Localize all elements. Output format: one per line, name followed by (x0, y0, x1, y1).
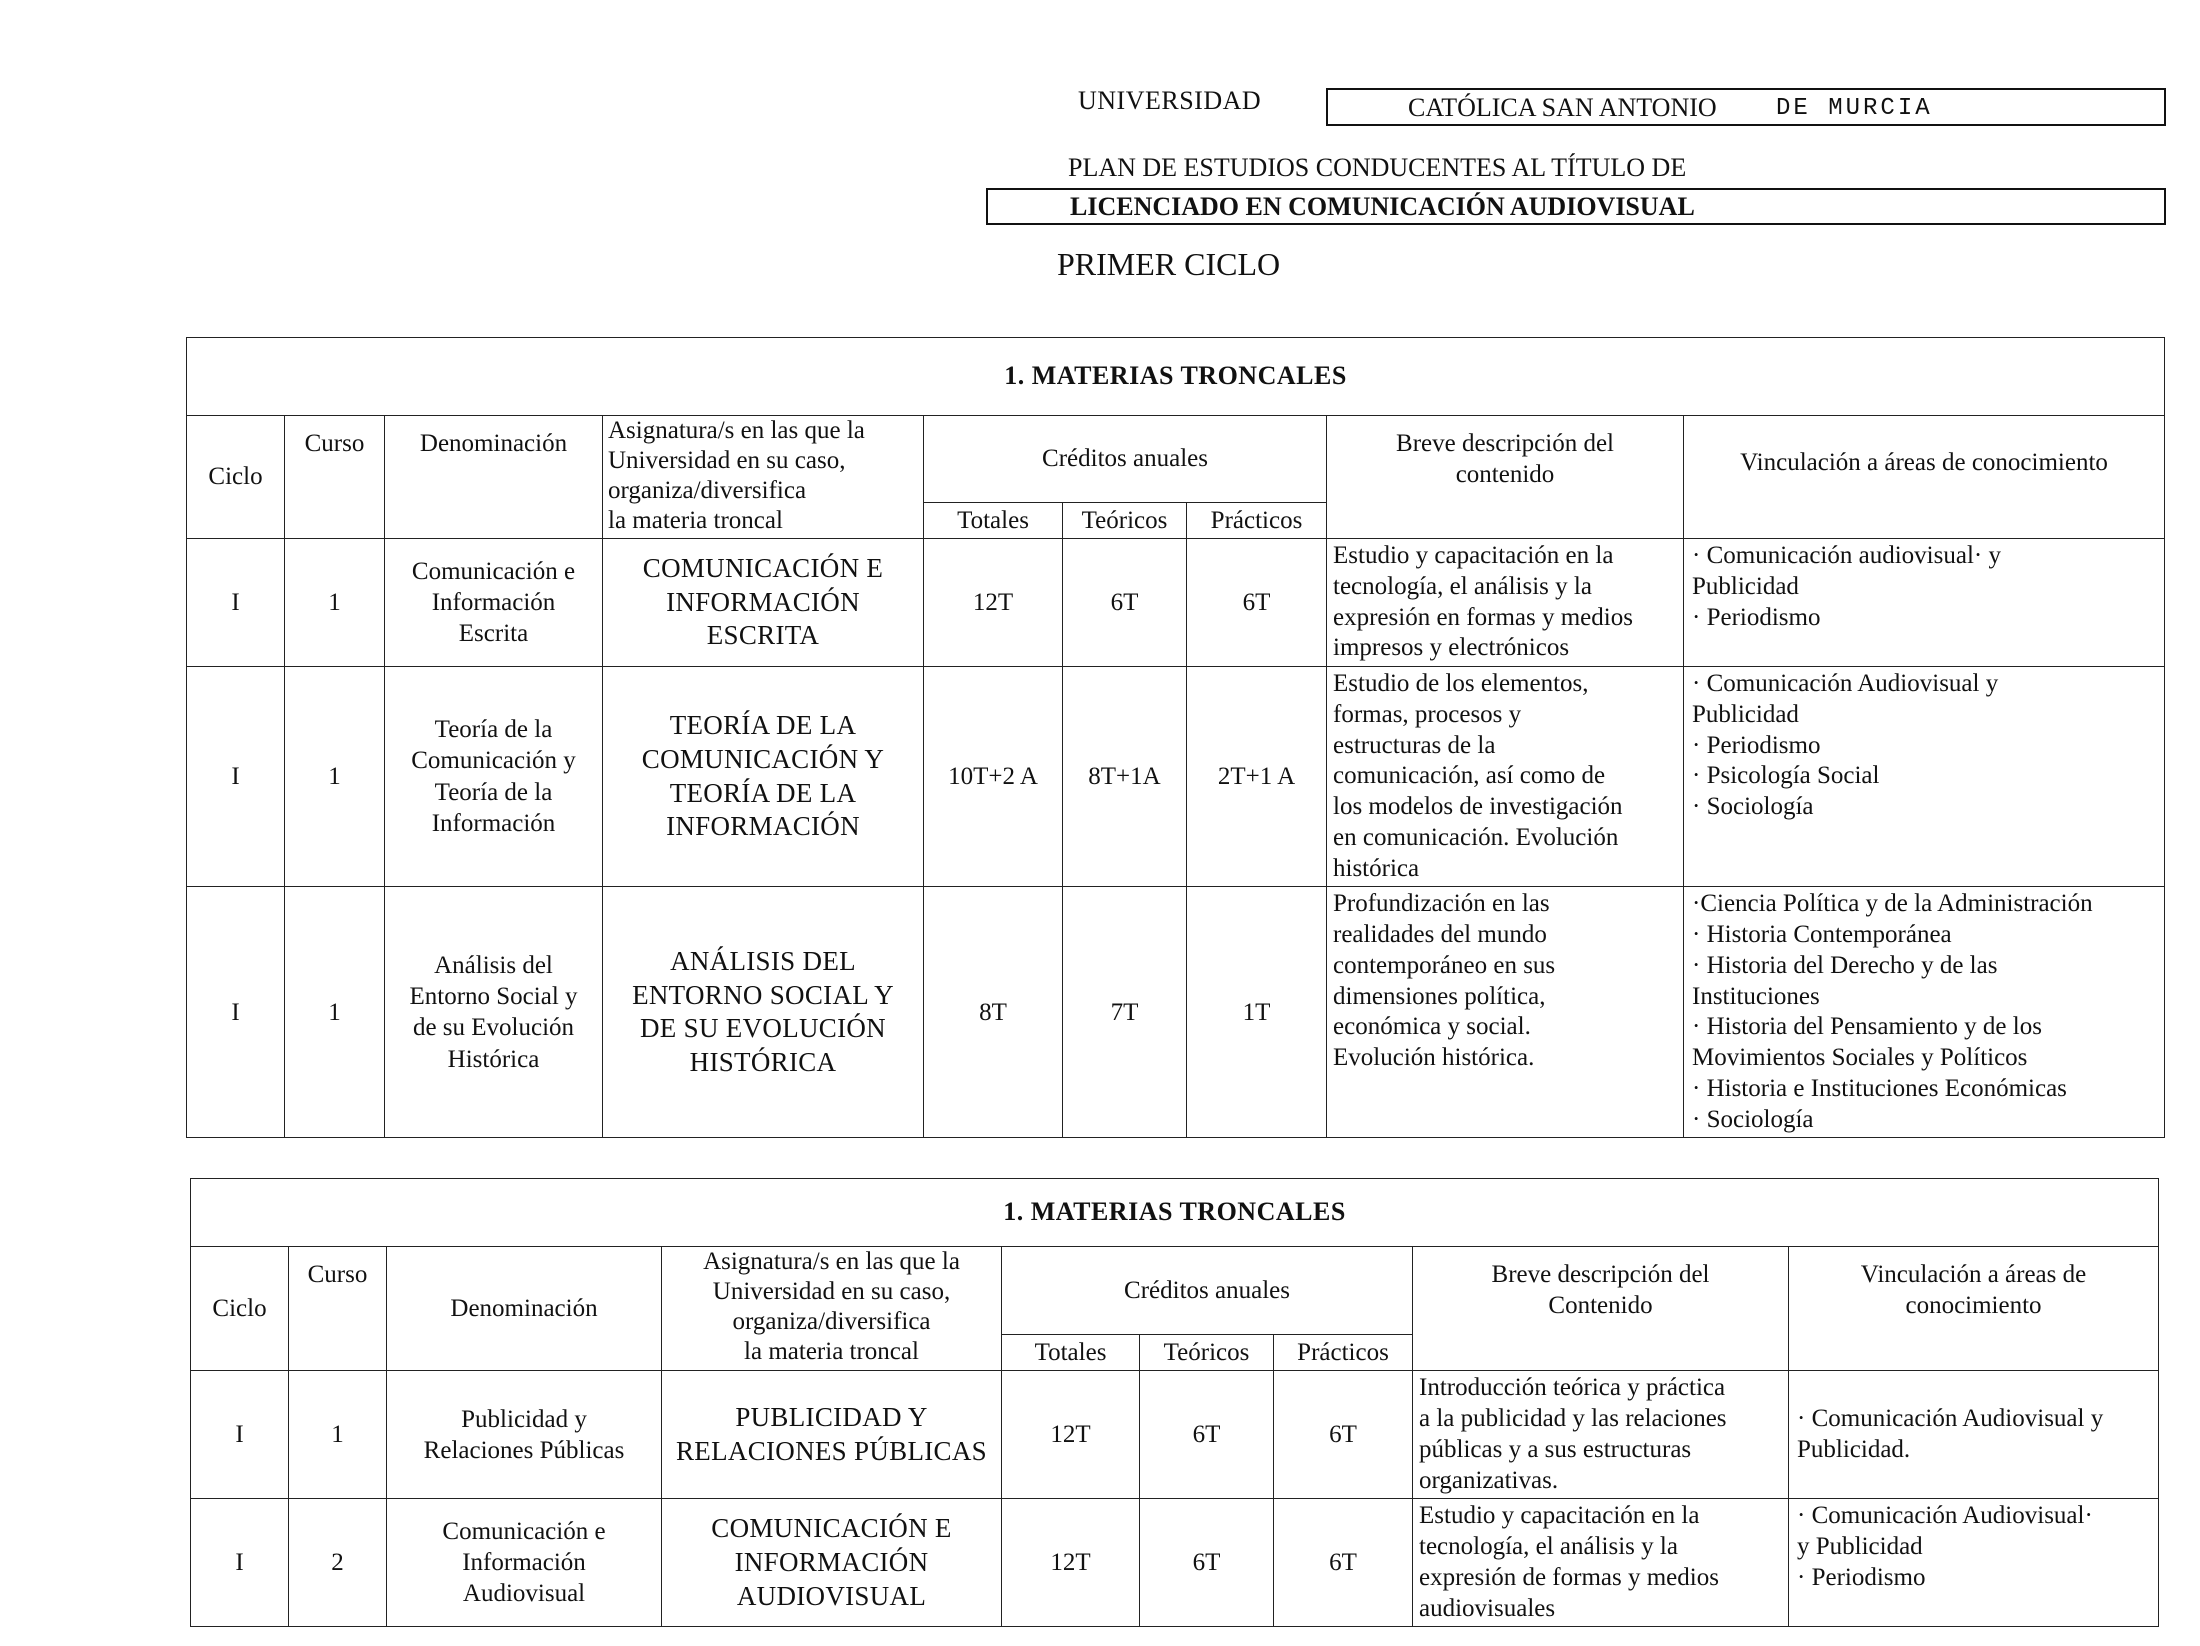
denominacion-line: Histórica (447, 1045, 540, 1073)
asignatura-line: ENTORNO SOCIAL Y (632, 979, 894, 1010)
materias-table-2 (190, 1178, 2159, 1627)
vinculacion-line: · Comunicación Audiovisual y (1692, 670, 1999, 697)
universidad-box (1326, 88, 2166, 126)
header-asignatura-line: Universidad en su caso, (712, 1278, 951, 1305)
cell-denominacion (387, 1499, 662, 1627)
header-curso: Curso (289, 1247, 387, 1371)
descripcion-line: realidades del mundo (1333, 921, 1547, 948)
cell-teoricos: 6T (1140, 1371, 1274, 1499)
cell-curso: 2 (289, 1499, 387, 1627)
vinculacion-line: · Psicología Social (1692, 762, 1880, 790)
denominacion-line: Audiovisual (462, 1580, 586, 1608)
asignatura-line: INFORMACIÓN (666, 811, 860, 842)
cell-vinculacion (1684, 887, 2165, 1138)
descripcion-line: contemporáneo en sus (1333, 951, 1556, 979)
descripcion-line: los modelos de investigación (1333, 793, 1623, 820)
denominacion-line: Escrita (458, 620, 529, 648)
asignatura-line: PUBLICIDAD Y (735, 1402, 928, 1432)
cell-totales: 12T (1002, 1499, 1140, 1627)
denominacion-line: Información (462, 1549, 586, 1577)
vinculacion-line: Publicidad (1692, 700, 1799, 728)
cell-asignatura (603, 539, 924, 667)
cell-ciclo: I (187, 667, 285, 887)
asignatura-line: ANÁLISIS DEL (670, 945, 856, 976)
descripcion-line: organizativas. (1419, 1466, 1559, 1494)
descripcion-line: tecnología, el análisis y la (1333, 572, 1592, 600)
ciclo-heading: PRIMER CICLO (1057, 246, 1281, 282)
descripcion-line: impresos y electrónicos (1333, 634, 1570, 662)
vinculacion-line: · Historia del Pensamiento y de los (1692, 1013, 2042, 1041)
cell-descripcion (1327, 887, 1684, 1138)
descripcion-line: públicas y a sus estructuras (1419, 1435, 1692, 1463)
cell-ciclo: I (187, 887, 285, 1138)
vinculacion-line: Publicidad. (1797, 1435, 1911, 1463)
cell-practicos: 2T+1 A (1187, 667, 1327, 887)
cell-asignatura (603, 887, 924, 1138)
vinculacion-line: · Comunicación Audiovisual· (1797, 1502, 2093, 1530)
header-asignatura-line: organiza/diversifica (732, 1308, 931, 1335)
asignatura-line: COMUNICACIÓN E (711, 1513, 952, 1544)
asignatura-line: AUDIOVISUAL (736, 1580, 927, 1611)
vinculacion-line: · Historia Contemporánea (1692, 921, 1952, 948)
header-descripcion (1413, 1247, 1789, 1371)
denominacion-line: de su Evolución (412, 1014, 575, 1042)
cell-descripcion (1413, 1499, 1789, 1627)
cell-totales: 10T+2 A (924, 667, 1063, 887)
denominacion-line: Teoría de la (434, 716, 553, 744)
header-asignatura-line: Universidad en su caso, (608, 447, 846, 474)
universidad-city: DE MURCIA (1776, 95, 1933, 122)
cell-teoricos: 7T (1063, 887, 1187, 1138)
table-title: 1. MATERIAS TRONCALES (191, 1179, 2159, 1247)
descripcion-line: comunicación, así como de (1333, 762, 1606, 790)
table-row (191, 1371, 2159, 1499)
header-practicos: Prácticos (1274, 1335, 1413, 1371)
cell-asignatura (662, 1499, 1002, 1627)
vinculacion-line: · Historia del Derecho y de las (1692, 951, 1998, 979)
header-descripcion-line: Breve descripción del (1491, 1261, 1710, 1288)
denominacion-line: Análisis del (434, 951, 553, 979)
cell-descripcion (1413, 1371, 1789, 1499)
asignatura-line: HISTÓRICA (689, 1047, 837, 1077)
header-teoricos: Teóricos (1140, 1335, 1274, 1371)
descripcion-line: estructuras de la (1333, 731, 1496, 759)
cell-curso: 1 (285, 887, 385, 1138)
descripcion-line: en comunicación. Evolución (1333, 823, 1619, 851)
denominacion-line: Publicidad y (461, 1405, 587, 1433)
header-asignatura (603, 416, 924, 539)
cell-vinculacion (1684, 539, 2165, 667)
denominacion-line: Relaciones Públicas (423, 1436, 625, 1464)
cell-vinculacion (1789, 1499, 2159, 1627)
header-denominacion: Denominación (385, 416, 603, 539)
header-ciclo: Ciclo (191, 1247, 289, 1371)
cell-denominacion (385, 667, 603, 887)
vinculacion-line: Publicidad (1692, 572, 1799, 600)
header-vinculacion-line: Vinculación a áreas de (1860, 1261, 2087, 1288)
cell-asignatura (662, 1371, 1002, 1499)
header-asignatura-line: Asignatura/s en las que la (608, 417, 865, 444)
header-denominacion: Denominación (387, 1247, 662, 1371)
descripcion-line: expresión de formas y medios (1419, 1563, 1719, 1591)
header-asignatura-line: Asignatura/s en las que la (703, 1248, 960, 1275)
header-vinculacion-line: conocimiento (1905, 1292, 2042, 1320)
header-creditos: Créditos anuales (1002, 1247, 1413, 1335)
vinculacion-line: · Sociología (1692, 793, 1814, 820)
cell-teoricos: 6T (1140, 1499, 1274, 1627)
denominacion-line: Comunicación e (411, 557, 576, 585)
descripcion-line: Estudio de los elementos, (1333, 670, 1589, 697)
cell-curso: 1 (285, 539, 385, 667)
universidad-label: UNIVERSIDAD (1078, 86, 1262, 115)
table-row (187, 539, 2165, 667)
cell-ciclo: I (187, 539, 285, 667)
table-title: 1. MATERIAS TRONCALES (187, 338, 2165, 416)
header-asignatura (662, 1247, 1002, 1371)
cell-practicos: 6T (1187, 539, 1327, 667)
asignatura-line: COMUNICACIÓN Y (641, 743, 885, 774)
cell-practicos: 6T (1274, 1371, 1413, 1499)
cell-ciclo: I (191, 1371, 289, 1499)
descripcion-line: formas, procesos y (1333, 700, 1522, 728)
cell-denominacion (387, 1371, 662, 1499)
descripcion-line: Evolución histórica. (1333, 1044, 1535, 1071)
cell-ciclo: I (191, 1499, 289, 1627)
descripcion-line: dimensiones política, (1333, 982, 1546, 1010)
denominacion-line: Entorno Social y (409, 983, 578, 1010)
vinculacion-line: y Publicidad (1797, 1533, 1923, 1560)
header-descripcion (1327, 416, 1684, 539)
cell-practicos: 6T (1274, 1499, 1413, 1627)
table-row (187, 887, 2165, 1138)
descripcion-line: Profundización en las (1333, 890, 1550, 918)
cell-curso: 1 (285, 667, 385, 887)
header-practicos: Prácticos (1187, 502, 1327, 538)
table-row (191, 1499, 2159, 1627)
asignatura-line: INFORMACIÓN (734, 1546, 929, 1577)
denominacion-line: Información (431, 809, 556, 837)
materias-table-1 (186, 337, 2165, 1138)
cell-denominacion (385, 539, 603, 667)
header-asignatura-line: organiza/diversifica (608, 477, 807, 504)
table-row (187, 667, 2165, 887)
header-creditos: Créditos anuales (924, 416, 1327, 503)
cell-teoricos: 6T (1063, 539, 1187, 667)
header-curso: Curso (285, 416, 385, 539)
asignatura-line: TEORÍA DE LA (669, 710, 857, 741)
denominacion-line: Comunicación y (411, 747, 576, 775)
cell-asignatura (603, 667, 924, 887)
titulo-text: LICENCIADO EN COMUNICACIÓN AUDIOVISUAL (1070, 192, 1695, 221)
cell-teoricos: 8T+1A (1063, 667, 1187, 887)
asignatura-line: TEORÍA DE LA (669, 777, 857, 808)
header-descripcion-line: contenido (1455, 461, 1555, 489)
asignatura-line: RELACIONES PÚBLICAS (676, 1435, 987, 1466)
cell-totales: 12T (924, 539, 1063, 667)
cell-totales: 8T (924, 887, 1063, 1138)
asignatura-line: ESCRITA (706, 620, 820, 651)
plan-text: PLAN DE ESTUDIOS CONDUCENTES AL TÍTULO DE (1068, 153, 1687, 182)
cell-descripcion (1327, 539, 1684, 667)
descripcion-line: a la publicidad y las relaciones (1419, 1405, 1727, 1432)
descripcion-line: económica y social. (1333, 1013, 1531, 1041)
vinculacion-line: · Comunicación Audiovisual y (1797, 1405, 2104, 1432)
asignatura-line: COMUNICACIÓN E (642, 552, 884, 583)
vinculacion-line: · Comunicación audiovisual· y (1692, 542, 2001, 569)
header-descripcion-line: Breve descripción del (1396, 430, 1614, 457)
vinculacion-line: · Periodismo (1692, 603, 1821, 631)
vinculacion-line: ·Ciencia Política y de la Administración (1692, 890, 2093, 918)
cell-descripcion (1327, 667, 1684, 887)
header-vinculacion (1789, 1247, 2159, 1371)
descripcion-line: tecnología, el análisis y la (1419, 1533, 1678, 1560)
descripcion-line: Introducción teórica y práctica (1419, 1374, 1726, 1402)
vinculacion-line: · Periodismo (1797, 1563, 1926, 1591)
header-asignatura-line: la materia troncal (744, 1338, 919, 1365)
descripcion-line: expresión en formas y medios (1333, 603, 1633, 631)
asignatura-line: DE SU EVOLUCIÓN (640, 1013, 886, 1044)
vinculacion-line: · Sociología (1692, 1105, 1814, 1133)
vinculacion-line: Instituciones (1692, 982, 1820, 1010)
asignatura-line: INFORMACIÓN (666, 586, 860, 617)
header-totales: Totales (1002, 1335, 1140, 1371)
universidad-name: CATÓLICA SAN ANTONIO (1408, 93, 1717, 122)
header-vinculacion (1684, 416, 2165, 539)
header-ciclo: Ciclo (187, 416, 285, 539)
cell-totales: 12T (1002, 1371, 1140, 1499)
cell-vinculacion (1684, 667, 2165, 887)
descripcion-line: Estudio y capacitación en la (1419, 1502, 1700, 1530)
denominacion-line: Teoría de la (434, 778, 553, 806)
denominacion-line: Comunicación e (442, 1517, 606, 1545)
cell-denominacion (385, 887, 603, 1138)
cell-vinculacion (1789, 1371, 2159, 1499)
descripcion-line: histórica (1333, 854, 1420, 882)
descripcion-line: audiovisuales (1419, 1594, 1556, 1622)
header-teoricos: Teóricos (1063, 502, 1187, 538)
vinculacion-line: · Historia e Instituciones Económicas (1692, 1074, 2067, 1102)
header-vinculacion-line: Vinculación a áreas de conocimiento (1740, 449, 2108, 477)
vinculacion-line: · Periodismo (1692, 731, 1821, 759)
header-totales: Totales (924, 502, 1063, 538)
cell-curso: 1 (289, 1371, 387, 1499)
cell-practicos: 1T (1187, 887, 1327, 1138)
titulo-box (986, 188, 2166, 225)
header-descripcion-line: Contenido (1548, 1292, 1653, 1320)
descripcion-line: Estudio y capacitación en la (1333, 542, 1614, 569)
denominacion-line: Información (431, 588, 556, 616)
vinculacion-line: Movimientos Sociales y Políticos (1692, 1044, 2028, 1071)
header-asignatura-line: la materia troncal (608, 507, 783, 534)
